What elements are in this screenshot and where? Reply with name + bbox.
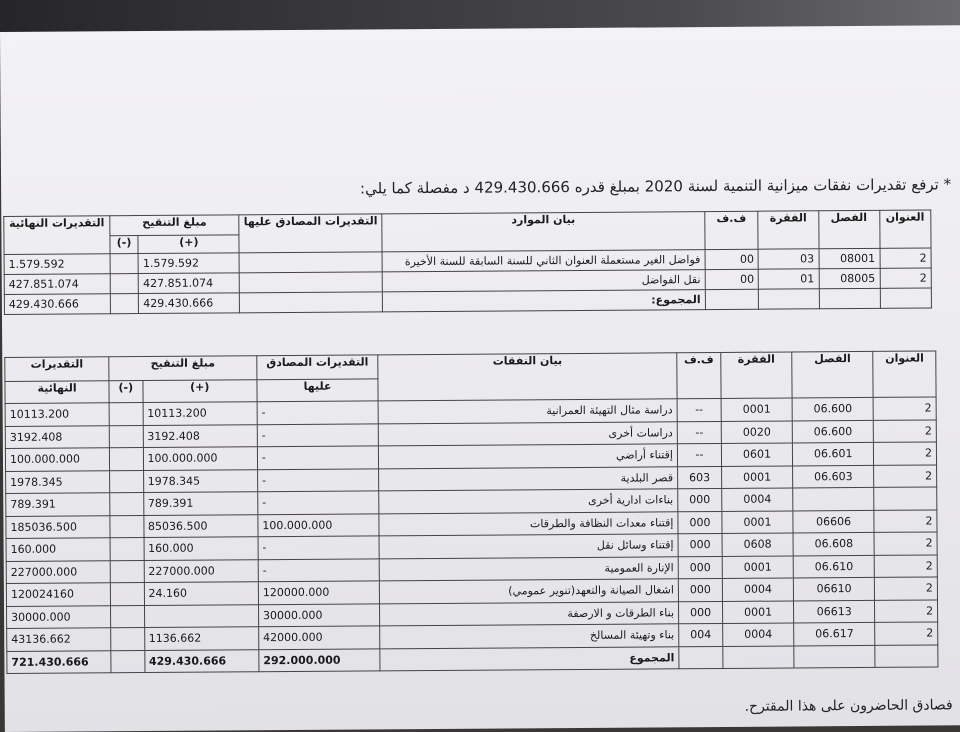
cell-sub: 000 [678, 511, 722, 534]
cell-description: بناء وتهيئة المسالخ [380, 624, 679, 649]
col-subparagraph: ف.ف [705, 211, 759, 249]
col-approved: التقديرات المصادق عليها [239, 214, 382, 253]
cell-sub: 000 [678, 578, 722, 601]
cell-chapter: 06610 [793, 577, 875, 600]
total-approved: 292.000.000 [259, 648, 380, 671]
col-chapter: الفصل [792, 351, 874, 398]
cell-title: 2 [880, 248, 932, 268]
cell-paragraph: 0001 [723, 600, 794, 623]
cell-title: 2 [880, 268, 932, 288]
cell-title [874, 487, 937, 510]
col-final-2: النهائية [5, 381, 109, 404]
cell-plus: 3192.408 [143, 424, 258, 447]
col-minus: (-) [110, 236, 139, 254]
cell-description: دراسات أخرى [378, 421, 677, 446]
total-plus: 429.430.666 [144, 649, 259, 672]
cell-sub: 000 [678, 488, 722, 511]
cell-chapter: 06.603 [793, 465, 875, 488]
cell-description: قصر البلدية [379, 466, 678, 491]
cell-final: 100.000.000 [5, 448, 109, 471]
total-final: 721.430.666 [7, 650, 111, 673]
cell-description: إقتناء أراضي [379, 444, 678, 469]
cell-approved: 42000.000 [259, 626, 380, 649]
cell-chapter: 06.610 [793, 555, 875, 578]
cell-title: 2 [874, 509, 937, 532]
cell-paragraph: 0020 [721, 420, 792, 443]
cell-approved: 30000.000 [258, 603, 379, 626]
cell-approved: - [257, 468, 378, 491]
cell-plus: 427.851.074 [139, 273, 240, 294]
cell-plus: 1136.662 [144, 627, 259, 650]
col-adjustment: مبلغ التنقيح [110, 215, 240, 236]
cell-plus: 85036.500 [143, 514, 258, 537]
cell-plus: 227000.000 [144, 559, 259, 582]
cell-minus [110, 515, 144, 538]
intro-paragraph: * ترفع تقديرات نفقات ميزانية التنمية لسنة 2020 بمبلغ قدره 429.430.666 د مفصلة كما يلي: [359, 175, 952, 198]
expenses-table [4, 350, 938, 673]
col-plus: (+) [142, 380, 257, 403]
cell-chapter: 06.600 [792, 397, 874, 420]
cell-paragraph: 0001 [722, 510, 793, 533]
cell-final: 185036.500 [6, 515, 110, 538]
col-adjustment: مبلغ التنقيح [109, 356, 257, 381]
col-title: العنوان [879, 210, 931, 248]
cell-paragraph: 0001 [721, 398, 792, 421]
cell-sub: -- [677, 398, 721, 421]
cell-plus: 1978.345 [143, 469, 258, 492]
cell-approved: - [257, 401, 378, 424]
cell-paragraph: 01 [759, 269, 819, 289]
cell-approved: 100.000.000 [258, 513, 379, 536]
col-final: التقديرات [5, 357, 109, 382]
col-chapter: الفصل [818, 210, 879, 248]
cell-approved: 120000.000 [258, 581, 379, 604]
cell-paragraph: 0001 [722, 465, 793, 488]
cell-title: 2 [875, 554, 938, 577]
cell-chapter [793, 487, 875, 510]
cell-paragraph: 0004 [723, 623, 794, 646]
cell-plus: 789.391 [143, 492, 258, 515]
col-paragraph: الفقرة [758, 211, 818, 249]
total-final: 429.430.666 [4, 294, 110, 315]
col-subparagraph: ف.ف [677, 352, 721, 398]
cell-final: 1.579.592 [4, 254, 110, 275]
cell-plus: 100.000.000 [143, 447, 258, 470]
cell-final: 3192.408 [5, 425, 109, 448]
cell-sub: 00 [705, 269, 759, 289]
cell-title: 2 [875, 622, 938, 645]
col-title: العنوان [873, 351, 936, 397]
cell-sub: -- [677, 443, 721, 466]
cell-paragraph: 03 [758, 249, 818, 269]
cell-final: 120024160 [6, 583, 110, 606]
cell-approved: - [258, 536, 379, 559]
total-label: المجموع: [382, 290, 705, 312]
cell-paragraph: 0004 [722, 578, 793, 601]
cell-title: 2 [875, 599, 938, 622]
cell-final: 1978.345 [6, 470, 110, 493]
cell-approved: - [257, 423, 378, 446]
col-approved: التقديرات المصادق [257, 355, 378, 380]
cell-plus: 160.000 [144, 537, 259, 560]
cell-approved: - [258, 558, 379, 581]
cell-chapter: 08001 [819, 248, 880, 268]
col-description: بيان النفقات [378, 353, 677, 401]
cell-final: 30000.000 [7, 605, 111, 628]
cell-minus [110, 583, 144, 606]
cell-minus [110, 493, 144, 516]
cell-description: إقتناء وسائل نقل [379, 534, 678, 559]
cell-minus [110, 254, 139, 274]
cell-sub: 000 [678, 601, 722, 624]
cell-minus [111, 628, 145, 651]
cell-minus [110, 538, 144, 561]
resources-table [3, 210, 932, 315]
cell-sub: 603 [678, 466, 722, 489]
cell-final: 160.000 [6, 538, 110, 561]
cell-plus: 24.160 [144, 582, 259, 605]
cell-title: 2 [875, 577, 938, 600]
cell-plus: 1.579.592 [138, 253, 239, 274]
cell-sub: 000 [678, 533, 722, 556]
closing-statement: فصادق الحاضرون على هذا المقترح. [744, 697, 953, 715]
col-minus: (-) [109, 381, 143, 403]
cell-paragraph: 0601 [721, 443, 792, 466]
col-approved-2: عليها [257, 379, 378, 402]
cell-plus [144, 604, 259, 627]
cell-approved: - [257, 446, 378, 469]
cell-chapter: 06613 [793, 600, 875, 623]
cell-description: اشغال الصيانة والتعهد(تنوير عمومي) [380, 579, 679, 604]
cell-sub: 000 [678, 556, 722, 579]
cell-paragraph: 0608 [722, 533, 793, 556]
cell-approved [239, 252, 382, 273]
cell-final: 789.391 [6, 493, 110, 516]
total-label: المجموع [380, 646, 679, 670]
col-final: التقديرات النهائية [4, 216, 110, 255]
col-paragraph: الفقرة [721, 352, 792, 398]
cell-title: 2 [874, 464, 937, 487]
document-page [0, 25, 960, 732]
cell-chapter: 06.600 [792, 420, 874, 443]
cell-minus [109, 425, 143, 448]
cell-title: 2 [874, 442, 937, 465]
cell-title: 2 [874, 532, 937, 555]
cell-minus [109, 403, 143, 426]
cell-chapter: 06606 [793, 510, 875, 533]
cell-minus [110, 274, 139, 294]
cell-description: الإنارة العمومية [379, 556, 678, 581]
cell-minus [111, 605, 145, 628]
cell-description: إقتناء معدات النظافة والطرقات [379, 511, 678, 536]
cell-title: 2 [874, 419, 937, 442]
cell-description: فواضل الغير مستعملة العنوان الثاني للسنة السابقة للسنة الأخيرة [382, 250, 705, 272]
cell-final: 43136.662 [7, 628, 111, 651]
cell-paragraph: 0001 [722, 555, 793, 578]
cell-chapter: 08005 [819, 268, 880, 288]
cell-minus [110, 470, 144, 493]
col-plus: (+) [138, 235, 239, 254]
cell-description: بناء الطرقات و الارصفة [380, 601, 679, 626]
cell-description: بناءات ادارية أخرى [379, 489, 678, 514]
cell-paragraph: 0004 [722, 488, 793, 511]
cell-final: 227000.000 [6, 560, 110, 583]
cell-minus [110, 560, 144, 583]
col-description: بيان الموارد [382, 212, 705, 252]
cell-sub: 004 [679, 623, 723, 646]
cell-approved [240, 272, 383, 293]
total-plus: 429.430.666 [139, 293, 240, 314]
cell-approved: - [258, 491, 379, 514]
cell-final: 10113.200 [5, 403, 109, 426]
cell-description: دراسة مثال التهيئة العمرانية [378, 399, 677, 424]
cell-sub: -- [677, 421, 721, 444]
cell-chapter: 06.601 [792, 442, 874, 465]
cell-minus [110, 448, 144, 471]
cell-chapter: 06.608 [793, 532, 875, 555]
cell-plus: 10113.200 [143, 402, 258, 425]
cell-title: 2 [874, 397, 937, 420]
cell-description: نقل الفواضل [382, 270, 705, 292]
cell-chapter: 06.617 [794, 622, 876, 645]
cell-sub: 00 [705, 249, 759, 269]
cell-final: 427.851.074 [4, 274, 110, 295]
